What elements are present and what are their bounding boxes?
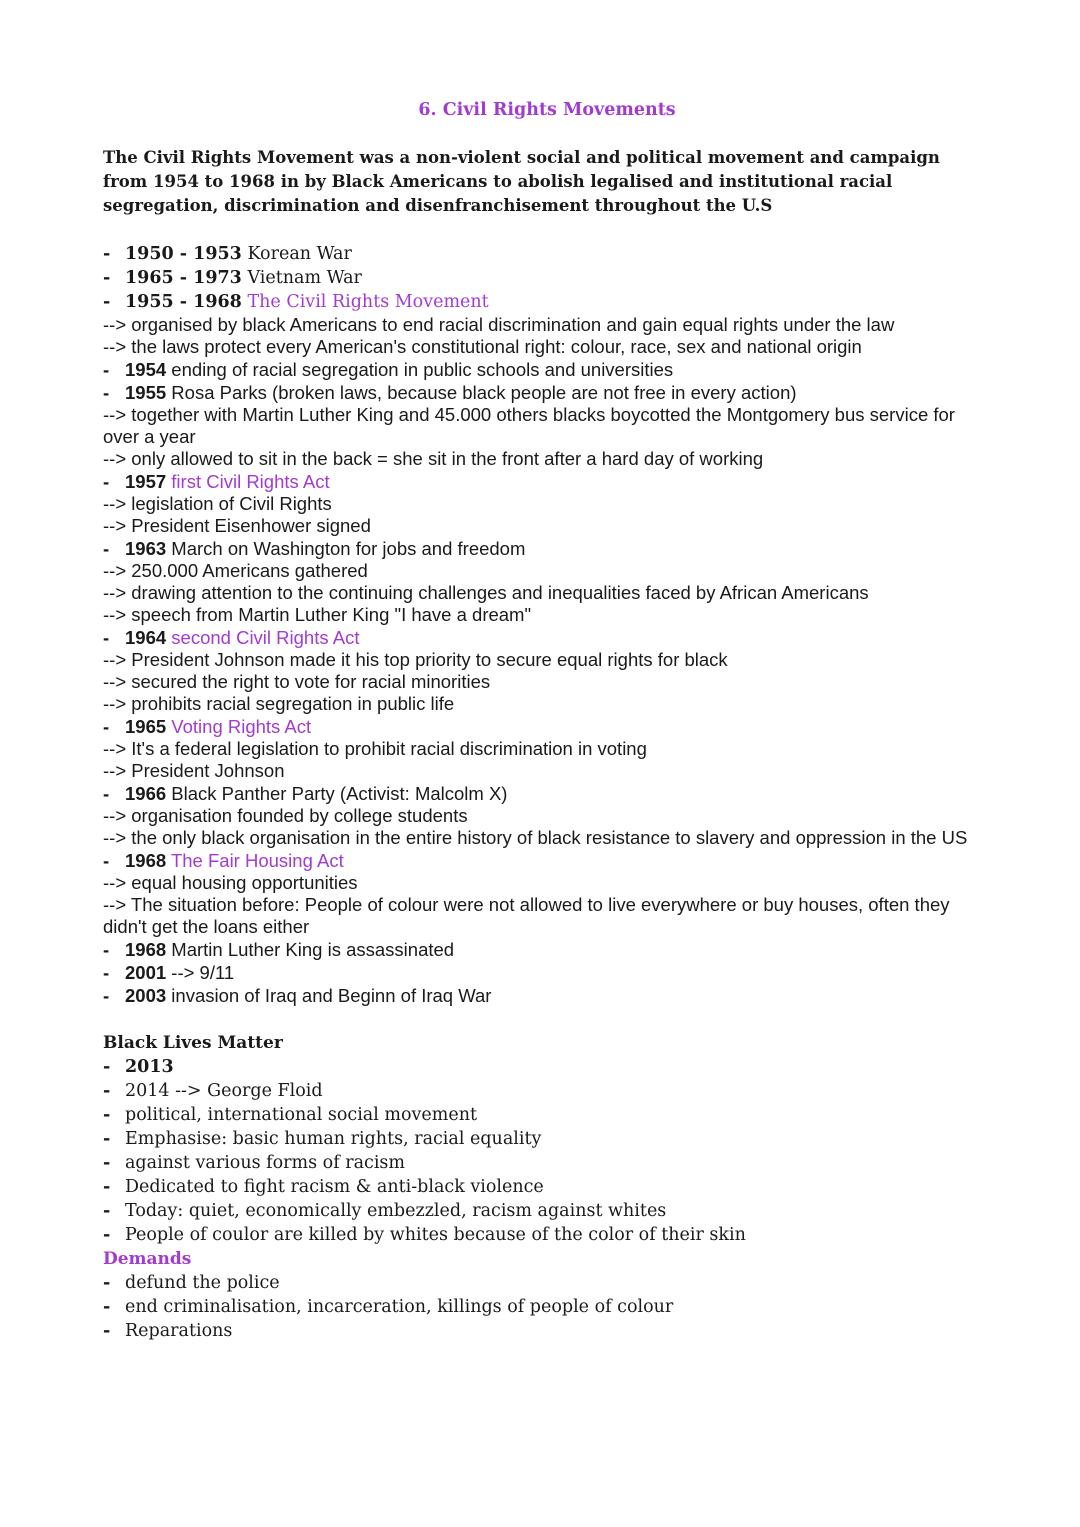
timeline-year: 1954 — [125, 359, 167, 380]
civil-rights-text: The Civil Rights Movement — [247, 292, 489, 312]
timeline-year: 1968 — [125, 850, 167, 871]
timeline-year: 2001 — [125, 962, 167, 983]
timeline-bullet: - 1965 Voting Rights Act — [103, 716, 312, 737]
timeline-note: --> organised by black Americans to end racial discrimination and gain equal rights under the law — [103, 314, 895, 335]
timeline-note: --> President Johnson — [103, 760, 285, 781]
blm-item: - Dedicated to fight racism & anti-black violence — [103, 1177, 544, 1197]
blm-item: - political, international social movement — [103, 1105, 478, 1125]
timeline-note: --> 250.000 Americans gathered — [103, 560, 368, 581]
blm-item-text: Dedicated to fight racism & anti-black violence — [125, 1177, 544, 1197]
timeline-bullet: - 1964 second Civil Rights Act — [103, 627, 360, 648]
war-item: - 1950 - 1953 Korean War — [103, 244, 352, 264]
timeline-note: --> secured the right to vote for racial minorities — [103, 671, 491, 692]
timeline-text: Rosa Parks (broken laws, because black people are not free in every action) — [171, 382, 797, 403]
demand-item: - defund the police — [103, 1273, 280, 1293]
war-text: Vietnam War — [247, 268, 362, 288]
timeline-note: --> President Eisenhower signed — [103, 515, 371, 536]
timeline-text: Martin Luther King is assassinated — [171, 939, 455, 960]
timeline-bullet: - 1966 Black Panther Party (Activist: Malcolm X) — [103, 783, 508, 804]
blm-year-item: - 2013 — [103, 1057, 174, 1077]
timeline-year: 1964 — [125, 627, 167, 648]
demand-item-text: end criminalisation, incarceration, killings of people of colour — [125, 1297, 674, 1317]
timeline-year: 1965 — [125, 716, 167, 737]
blm-item-text: People of coulor are killed by whites because of the color of their skin — [125, 1225, 746, 1245]
civil-rights-item: - 1955 - 1968 The Civil Rights Movement — [103, 292, 489, 312]
blm-item: - Emphasise: basic human rights, racial equality — [103, 1129, 542, 1149]
timeline-year: 1957 — [125, 471, 167, 492]
timeline-note: --> The situation before: People of colour were not allowed to live everywhere or buy houses, often they didn't get the loans either — [103, 894, 950, 937]
timeline-note: --> It's a federal legislation to prohibit racial discrimination in voting — [103, 738, 647, 759]
war-years: 1965 - 1973 — [125, 268, 242, 288]
timeline-text: --> 9/11 — [171, 962, 235, 983]
blm-year: 2013 — [125, 1057, 174, 1077]
timeline-text: Voting Rights Act — [171, 716, 312, 737]
war-item: - 1965 - 1973 Vietnam War — [103, 268, 362, 288]
blm-item-text: 2014 --> George Floid — [125, 1081, 323, 1101]
war-years: 1950 - 1953 — [125, 244, 242, 264]
timeline-note: --> together with Martin Luther King and 45.000 others blacks boycotted the Montgomery bus service for over a year — [103, 404, 955, 447]
timeline-bullet: - 2003 invasion of Iraq and Beginn of Iraq War — [103, 985, 492, 1006]
timeline-bullet: - 1955 Rosa Parks (broken laws, because black people are not free in every action) — [103, 382, 797, 403]
demand-item-text: Reparations — [125, 1321, 233, 1341]
blm-item: - against various forms of racism — [103, 1153, 406, 1173]
timeline-bullet: - 1963 March on Washington for jobs and freedom — [103, 538, 526, 559]
blm-item: - 2014 --> George Floid — [103, 1081, 323, 1101]
blm-item-text: political, international social movement — [125, 1105, 478, 1125]
timeline-text: Black Panther Party (Activist: Malcolm X) — [171, 783, 508, 804]
blm-item-text: Emphasise: basic human rights, racial equality — [125, 1129, 542, 1149]
timeline-note: --> equal housing opportunities — [103, 872, 358, 893]
timeline-year: 1966 — [125, 783, 167, 804]
timeline-text: first Civil Rights Act — [171, 471, 330, 492]
timeline-note: --> the laws protect every American's constitutional right: colour, race, sex and national origin — [103, 336, 862, 357]
timeline-bullet: - 1954 ending of racial segregation in public schools and universities — [103, 359, 674, 380]
timeline-list — [103, 314, 983, 1007]
timeline-note: --> prohibits racial segregation in public life — [103, 693, 455, 714]
timeline-note: --> the only black organisation in the entire history of black resistance to slavery and oppression in the US — [103, 827, 968, 848]
blm-heading: Black Lives Matter — [103, 1033, 283, 1053]
timeline-bullet: - 1968 The Fair Housing Act — [103, 850, 344, 871]
timeline-text: second Civil Rights Act — [171, 627, 360, 648]
page-title: 6. Civil Rights Movements — [418, 100, 676, 120]
timeline-bullet: - 2001 --> 9/11 — [103, 962, 235, 983]
demand-item-text: defund the police — [125, 1273, 280, 1293]
timeline-note: --> organisation founded by college students — [103, 805, 468, 826]
document-page — [103, 100, 983, 1343]
war-text: Korean War — [247, 244, 352, 264]
timeline-note: --> legislation of Civil Rights — [103, 493, 332, 514]
timeline-bullet: - 1957 first Civil Rights Act — [103, 471, 330, 492]
timeline-note: --> President Johnson made it his top priority to secure equal rights for black — [103, 649, 728, 670]
timeline-note: --> drawing attention to the continuing challenges and inequalities faced by African Americans — [103, 582, 869, 603]
timeline-year: 1963 — [125, 538, 167, 559]
timeline-bullet: - 1968 Martin Luther King is assassinated — [103, 939, 455, 960]
blm-list — [103, 1079, 983, 1247]
blm-item-text: against various forms of racism — [125, 1153, 406, 1173]
timeline-note: --> only allowed to sit in the back = she sit in the front after a hard day of working — [103, 448, 764, 469]
timeline-year: 2003 — [125, 985, 167, 1006]
demands-heading: Demands — [103, 1249, 192, 1269]
demands-list — [103, 1271, 983, 1343]
civil-rights-years: 1955 - 1968 — [125, 292, 242, 312]
blm-item-text: Today: quiet, economically embezzled, racism against whites — [125, 1201, 667, 1221]
blm-item: - Today: quiet, economically embezzled, racism against whites — [103, 1201, 667, 1221]
demand-item: - end criminalisation, incarceration, killings of people of colour — [103, 1297, 674, 1317]
timeline-text: March on Washington for jobs and freedom — [171, 538, 526, 559]
timeline-year: 1955 — [125, 382, 167, 403]
intro-paragraph: The Civil Rights Movement was a non-violent social and political movement and campaign from 1954 to 1968 in by Black Americans to abolish legalised and institutional racial segregation, discrimination and disenfranchisement throughout the U.S — [103, 148, 940, 215]
timeline-text: The Fair Housing Act — [170, 850, 344, 871]
timeline-text: invasion of Iraq and Beginn of Iraq War — [171, 985, 492, 1006]
blm-item: - People of coulor are killed by whites because of the color of their skin — [103, 1225, 746, 1245]
timeline-year: 1968 — [125, 939, 167, 960]
timeline-text: ending of racial segregation in public schools and universities — [171, 359, 674, 380]
timeline-note: --> speech from Martin Luther King "I have a dream" — [103, 604, 532, 625]
demand-item: - Reparations — [103, 1321, 233, 1341]
